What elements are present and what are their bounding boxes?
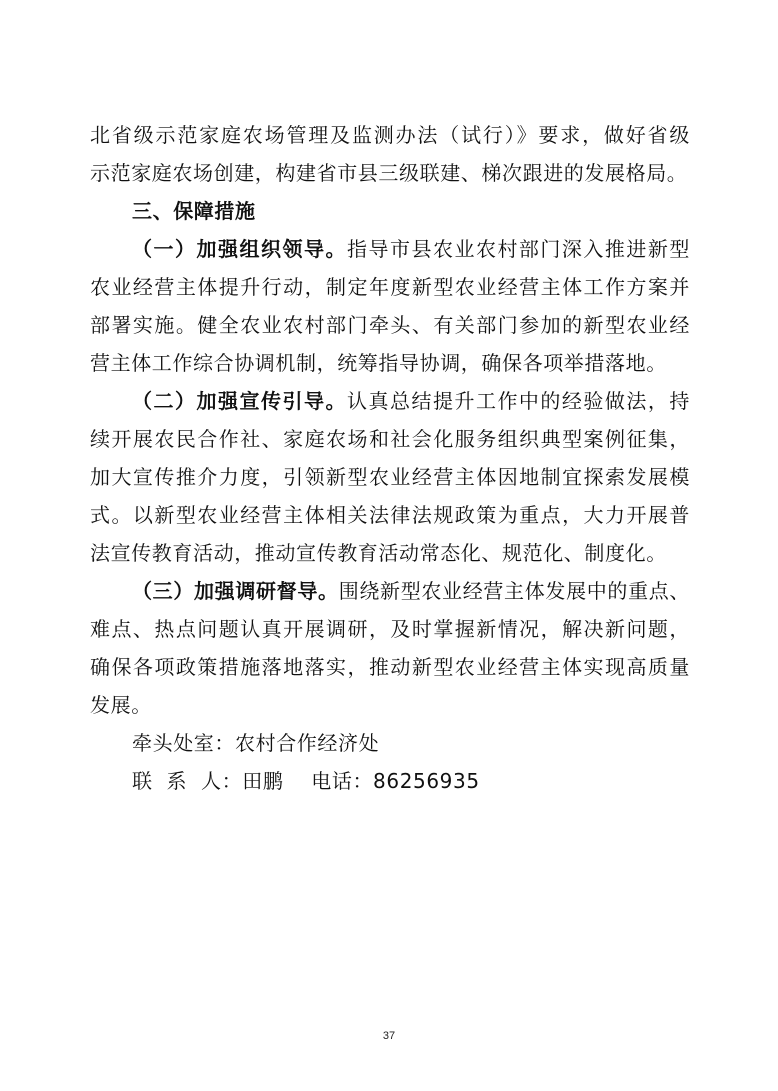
contact-person: 联 系 人：田鹏 电话：86256935 — [132, 769, 480, 793]
body-text — [90, 116, 690, 800]
paragraph-title: （一）加强组织领导。 — [132, 237, 347, 261]
paragraph-line: 确保各项政策措施落地落实，推动新型农业经营主体实现高质量 — [90, 655, 690, 679]
paragraph-title: （二）加强宣传引导。 — [132, 389, 347, 413]
paragraph-line: 发展。 — [90, 693, 152, 717]
section-heading: 三、保障措施 — [132, 199, 256, 223]
page-number: 37 — [382, 1030, 396, 1042]
continuation-line: 示范家庭农场创建，构建省市县三级联建、梯次跟进的发展格局。 — [90, 161, 688, 185]
paragraph-line: 部署实施。健全农业农村部门牵头、有关部门参加的新型农业经 — [90, 313, 690, 337]
paragraph-line: （二）加强宣传引导。认真总结提升工作中的经验做法，持 — [132, 389, 691, 413]
paragraph-line: 农业经营主体提升行动，制定年度新型农业经营主体工作方案并 — [90, 275, 690, 299]
paragraph-line: 营主体工作综合协调机制，统筹指导协调，确保各项举措落地。 — [90, 351, 667, 375]
paragraph-line: 式。以新型农业经营主体相关法律法规政策为重点，大力开展普 — [90, 503, 690, 527]
contact-office: 牵头处室：农村合作经济处 — [132, 731, 380, 755]
paragraph-line: 难点、热点问题认真开展调研，及时掌握新情况，解决新问题， — [90, 617, 690, 641]
continuation-line: 北省级示范家庭农场管理及监测办法（试行）》要求，做好省级 — [90, 123, 690, 147]
paragraph-line: 续开展农民合作社、家庭农场和社会化服务组织典型案例征集， — [90, 427, 690, 451]
paragraph-line: 法宣传教育活动，推动宣传教育活动常态化、规范化、制度化。 — [90, 541, 667, 565]
paragraph-line: （三）加强调研督导。围绕新型农业经营主体发展中的重点、 — [132, 579, 691, 603]
paragraph-line: （一）加强组织领导。指导市县农业农村部门深入推进新型 — [132, 237, 691, 261]
paragraph-title: （三）加强调研督导。 — [132, 579, 339, 603]
paragraph-line: 加大宣传推介力度，引领新型农业经营主体因地制宜探索发展模 — [90, 465, 690, 489]
